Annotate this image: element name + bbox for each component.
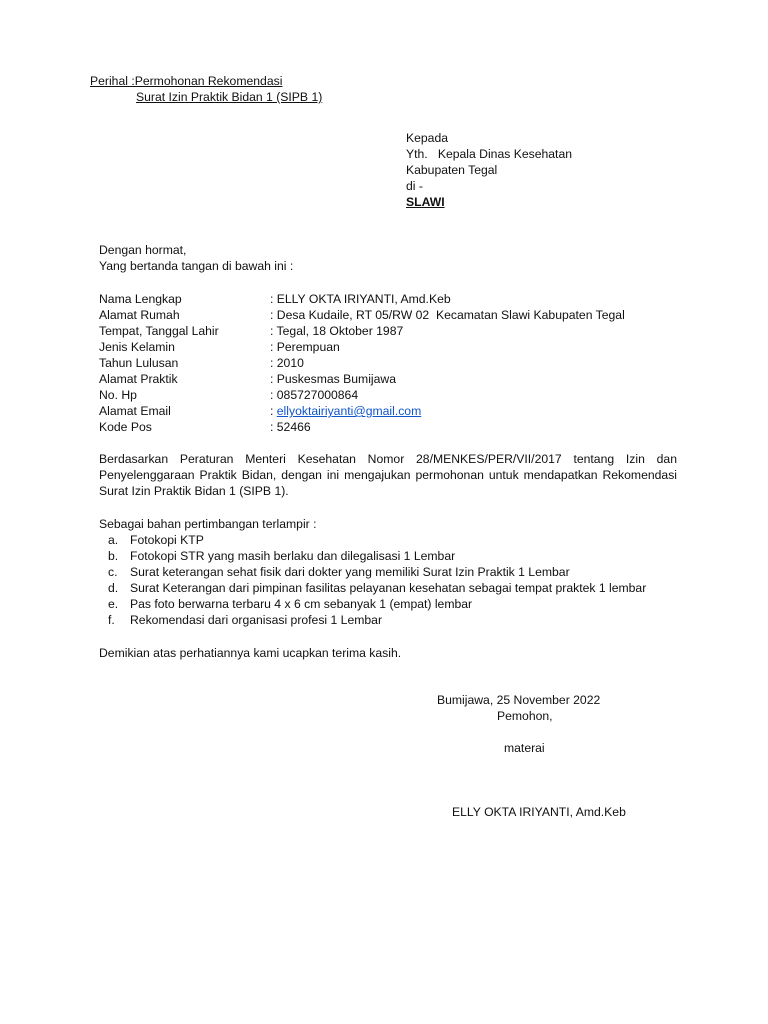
body-line-1: Berdasarkan Peraturan Menteri Kesehatan Nomor 28/MENKES/PER/VII/2017 tentang Izin dan [99, 452, 677, 466]
recipient-city: SLAWI [406, 195, 445, 209]
list-marker: e. [108, 597, 119, 611]
greeting-intro: Yang bertanda tangan di bawah ini : [99, 259, 294, 273]
list-marker: c. [108, 565, 118, 579]
list-text: Surat keterangan sehat fisik dari dokter yang memiliki Surat Izin Praktik 1 Lembar [130, 565, 570, 579]
field-label-alamat-rumah: Alamat Rumah [99, 308, 180, 322]
signature-name: ELLY OKTA IRIYANTI, Amd.Keb [452, 805, 626, 819]
body-line-2: Penyelenggaraan Praktik Bidan, dengan ini mengajukan permohonan untuk mendapatkan Rekomendasi [99, 468, 677, 482]
list-text: Fotokopi STR yang masih berlaku dan dilegalisasi 1 Lembar [130, 549, 456, 563]
field-value-nama: : ELLY OKTA IRIYANTI, Amd.Keb [270, 292, 451, 306]
list-marker: b. [108, 549, 119, 563]
list-text: Fotokopi KTP [130, 533, 204, 547]
field-value-ttl: : Tegal, 18 Oktober 1987 [270, 324, 404, 338]
signature-stamp: materai [504, 741, 545, 755]
field-value-jenis-kelamin: : Perempuan [270, 340, 340, 354]
list-marker: a. [108, 533, 119, 547]
field-value-email [270, 403, 421, 419]
email-link[interactable]: ellyoktairiyanti@gmail.com [276, 404, 422, 418]
body-paragraph [99, 451, 677, 499]
field-label-ttl: Tempat, Tanggal Lahir [99, 324, 219, 338]
field-label-no-hp: No. Hp [99, 388, 137, 402]
field-value-alamat-praktik: : Puskesmas Bumijawa [270, 372, 396, 386]
list-marker: f. [108, 613, 115, 627]
field-label-email: Alamat Email [99, 404, 171, 418]
field-value-no-hp: : 085727000864 [270, 388, 359, 402]
list-text: Surat Keterangan dari pimpinan fasilitas pelayanan kesehatan sebagai tempat praktek 1 lembar [130, 581, 647, 595]
field-label-nama: Nama Lengkap [99, 292, 182, 306]
subject-line-1: Perihal :Permohonan Rekomendasi [90, 74, 283, 88]
attachments-intro: Sebagai bahan pertimbangan terlampir : [99, 517, 317, 531]
field-label-tahun-lulusan: Tahun Lulusan [99, 356, 179, 370]
closing-text: Demikian atas perhatiannya kami ucapkan terima kasih. [99, 646, 402, 660]
body-line-3: Surat Izin Praktik Bidan 1 (SIPB 1). [99, 484, 289, 498]
greeting-hormat: Dengan hormat, [99, 243, 187, 257]
list-text: Rekomendasi dari organisasi profesi 1 Lembar [130, 613, 383, 627]
field-label-kode-pos: Kode Pos [99, 420, 152, 434]
recipient-di: di - [406, 179, 423, 193]
recipient-yth: Yth. Kepala Dinas Kesehatan [406, 147, 572, 161]
recipient-kepada: Kepada [406, 131, 449, 145]
recipient-kabupaten: Kabupaten Tegal [406, 163, 498, 177]
field-label-jenis-kelamin: Jenis Kelamin [99, 340, 175, 354]
subject-line-2: Surat Izin Praktik Bidan 1 (SIPB 1) [136, 90, 323, 104]
list-marker: d. [108, 581, 119, 595]
email-prefix: : [270, 404, 277, 418]
field-value-tahun-lulusan: : 2010 [270, 356, 304, 370]
signature-place-date: Bumijawa, 25 November 2022 [437, 693, 601, 707]
field-label-alamat-praktik: Alamat Praktik [99, 372, 178, 386]
list-text: Pas foto berwarna terbaru 4 x 6 cm sebanyak 1 (empat) lembar [130, 597, 473, 611]
field-value-alamat-rumah: : Desa Kudaile, RT 05/RW 02 Kecamatan Slawi Kabupaten Tegal [270, 308, 625, 322]
signature-role: Pemohon, [497, 709, 553, 723]
field-value-kode-pos: : 52466 [270, 420, 311, 434]
